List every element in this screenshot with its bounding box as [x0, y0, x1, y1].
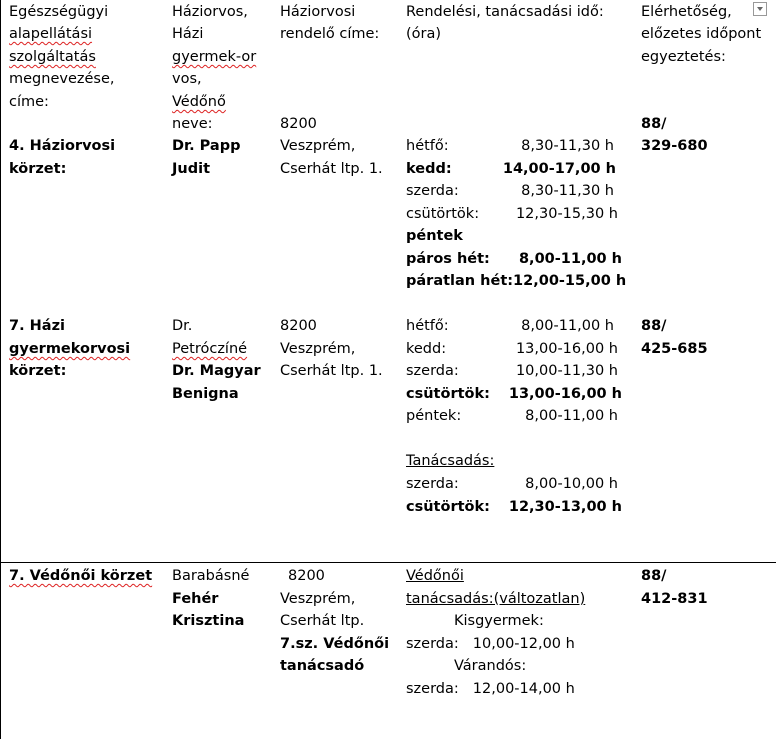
schedule-row [406, 158, 622, 181]
phone-number: 412-831 [641, 591, 708, 607]
time-value: 8,00-11,00 h [521, 318, 614, 334]
schedule-row [406, 248, 622, 271]
day-label: páratlan hét: [406, 273, 514, 289]
time-value: 12,30-13,00 h [508, 498, 622, 515]
day-label: szerda: [406, 681, 459, 697]
provider-name: Dr. Magyar [172, 363, 261, 379]
service-name: 7. Házi [9, 318, 65, 334]
address-line: Cserhát ltp. 1. [280, 363, 383, 379]
header-text: egyeztetés: [641, 49, 726, 65]
time-value: 10,00-12,00 h [472, 636, 575, 652]
schedule-row [406, 360, 622, 383]
address-line: 8200 [288, 568, 325, 584]
address-line: Veszprém, [280, 591, 356, 607]
header-text: Rendelési, tanácsadási idő: [406, 4, 604, 20]
header-text: Háziorvosi [280, 4, 356, 20]
counsel-list [406, 473, 622, 518]
time-value: 8,00-11,00 h [518, 250, 622, 267]
address-line: Veszprém, [280, 138, 356, 154]
header-text: Védőnő [172, 94, 226, 110]
day-label: csütörtök: [406, 498, 490, 515]
day-label: hétfő: [406, 318, 449, 334]
dropdown-arrow-icon[interactable] [753, 2, 767, 16]
time-value: 13,00-16,00 h [515, 340, 618, 357]
day-label: péntek: [406, 408, 462, 424]
day-label: páros hét: [406, 250, 490, 267]
row-divider [0, 562, 776, 563]
day-label: szerda: [406, 476, 459, 492]
service-name: körzet: [9, 161, 67, 177]
address-line: tanácsadó [280, 658, 365, 674]
time-value: 8,00-10,00 h [525, 476, 618, 492]
schedule-row [406, 383, 622, 406]
address-line: Veszprém, [280, 341, 356, 357]
header-text: neve: [172, 116, 213, 132]
time-value: 8,30-11,30 h [521, 183, 614, 199]
schedule-row [406, 135, 622, 158]
day-label: csütörtök: [406, 385, 490, 402]
provider-name: Petróczíné [172, 341, 248, 357]
day-label: péntek [406, 228, 463, 244]
phone-number: 88/ [641, 318, 667, 334]
schedule-list [406, 315, 622, 428]
header-text: gyermek-or [172, 49, 257, 65]
provider-name: Judit [172, 161, 210, 177]
phone-number: 425-685 [641, 341, 708, 357]
schedule-list [406, 135, 627, 293]
schedule-row [406, 405, 622, 428]
counsel-line [406, 678, 575, 701]
header-text: vos, [172, 71, 202, 87]
time-value: 12,00-14,00 h [472, 681, 575, 697]
time-value: 8,30-11,30 h [521, 138, 614, 154]
counsel-title: Tanácsadás: [406, 453, 495, 469]
day-label: szerda: [406, 636, 459, 652]
header-text: Egészségügyi [9, 4, 109, 20]
provider-name: Krisztina [172, 613, 245, 629]
header-text: Elérhetőség, [641, 4, 732, 20]
day-label: kedd: [406, 340, 447, 357]
counsel-title: tanácsadás:(változatlan) [406, 591, 586, 607]
schedule-row [406, 496, 622, 519]
address-line: Cserhát ltp. [280, 613, 365, 629]
day-label: szerda: [406, 363, 459, 379]
header-text: (óra) [406, 26, 442, 42]
schedule-row [406, 473, 622, 496]
provider-name: Fehér [172, 591, 219, 607]
address-line: 7.sz. Védőnői [280, 636, 390, 652]
schedule-row [406, 338, 622, 361]
time-value: 12,30-15,30 h [515, 205, 618, 222]
day-label: hétfő: [406, 138, 449, 154]
address-line: 8200 [280, 116, 317, 132]
phone-number: 329-680 [641, 138, 708, 154]
time-value: 8,00-11,00 h [525, 408, 618, 424]
counsel-title: Védőnői [406, 568, 464, 584]
header-text: alapellátási [9, 26, 93, 42]
provider-name: Barabásné [172, 568, 250, 584]
header-text: rendelő címe: [280, 26, 380, 42]
address-line: Cserhát ltp. 1. [280, 161, 383, 177]
schedule-row [406, 180, 622, 203]
header-text: előzetes időpont [641, 26, 762, 42]
provider-name: Dr. Papp [172, 138, 241, 154]
header-text: Háziorvos, [172, 4, 248, 20]
service-name: körzet: [9, 363, 67, 379]
provider-name: Dr. [172, 318, 193, 334]
header-text: címe: [9, 94, 49, 110]
day-label: szerda: [406, 183, 459, 199]
time-value: 13,00-16,00 h [508, 385, 622, 402]
schedule-row [406, 315, 622, 338]
service-name [9, 565, 152, 588]
provider-name: Benigna [172, 386, 239, 402]
counsel-subtitle: Várandós: [454, 658, 527, 674]
counsel-subtitle: Kisgyermek: [454, 613, 544, 629]
counsel-line [406, 633, 575, 656]
schedule-row [406, 203, 622, 226]
service-name-text: 7. Védőnői körzet [9, 568, 153, 584]
left-border [0, 0, 1, 739]
phone-number: 88/ [641, 568, 667, 584]
header-text: megnevezése, [9, 71, 115, 87]
day-label: kedd: [406, 160, 452, 177]
service-name: gyermekorvosi [9, 341, 131, 357]
service-name: 4. Háziorvosi [9, 138, 116, 154]
day-label: csütörtök: [406, 205, 480, 222]
header-text: szolgáltatás [9, 49, 96, 65]
header-text: Házi [172, 26, 204, 42]
schedule-row [406, 225, 622, 248]
phone-number: 88/ [641, 116, 667, 132]
schedule-row [406, 270, 627, 293]
time-value: 10,00-11,30 h [515, 363, 618, 379]
address-line: 8200 [280, 318, 317, 334]
time-value: 14,00-17,00 h [502, 160, 616, 177]
time-value: 12,00-15,00 h [513, 273, 627, 289]
